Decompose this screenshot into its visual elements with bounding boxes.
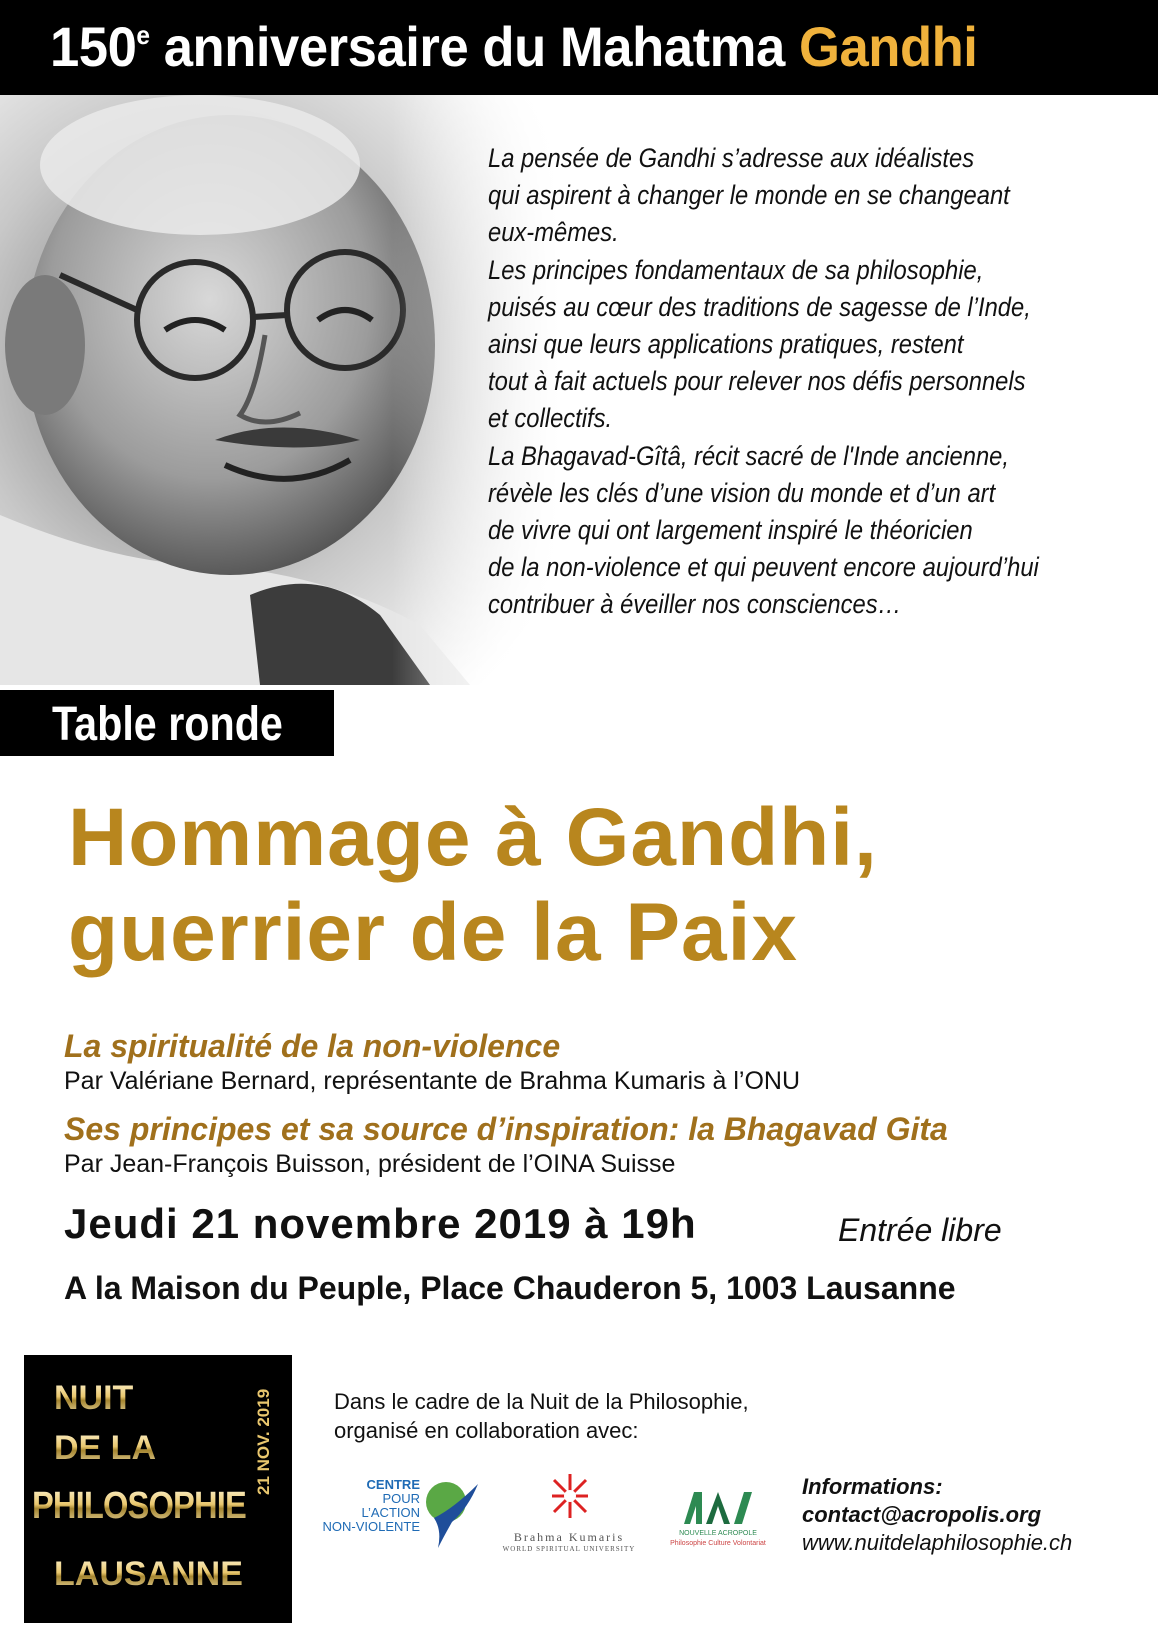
nuit-logo-word: PHILOSOPHIE [32,1485,246,1527]
intro-line: La Bhagavad-Gîtâ, récit sacré de l'Inde ancienne, [488,440,1009,471]
collaboration-note [334,1387,749,1445]
entry-note: Entrée libre [838,1212,1002,1248]
intro-line: et collectifs. [488,403,613,434]
collaboration-line: organisé en collaboration avec: [334,1418,639,1443]
intro-line: qui aspirent à changer le monde en se changeant [488,180,1010,211]
cpav-dove-icon [424,1478,484,1550]
header-title-accent: Gandhi [798,15,978,78]
headline-line-2: guerrier de la Paix [68,887,799,978]
headline-line-1: Hommage à Gandhi, [68,792,878,883]
intro-line: de la non-violence et qui peuvent encore aujourd’hui [488,552,1039,583]
brahma-kumaris-name: Brahma Kumaris [513,1530,625,1544]
event-type-label: Table ronde [52,698,283,751]
cpav-logo-text: CENTRE POUR L’ACTION NON-VIOLENTE [322,1477,420,1534]
website-link[interactable]: www.nuitdelaphilosophie.ch [802,1530,1073,1555]
event-place: A la Maison du Peuple, Place Chauderon 5, 1003 Lausanne [64,1270,956,1306]
sunburst-icon [550,1472,590,1520]
brahma-kumaris-sub: WORLD SPIRITUAL UNIVERSITY [502,1545,636,1553]
intro-line: Les principes fondamentaux de sa philosophie, [488,254,984,285]
info-label: Informations: [802,1474,943,1499]
intro-paragraph [488,140,1128,624]
na-name: NOUVELLE ACROPOLE [679,1530,757,1537]
headline [68,790,878,980]
intro-line: ainsi que leurs applications pratiques, restent [488,329,964,360]
gandhi-portrait [0,95,560,685]
event-type-tag [0,690,334,756]
nuit-philosophie-logo [24,1355,292,1623]
header-title: 150e anniversaire du Mahatma Gandhi [50,15,978,78]
brahma-kumaris-logo [494,1472,644,1562]
contact-email[interactable]: contact@acropolis.org [802,1502,1042,1527]
collaboration-line: Dans le cadre de la Nuit de la Philosophie, [334,1389,749,1414]
intro-line: contribuer à éveiller nos consciences… [488,589,902,620]
talk-speaker: Par Valériane Bernard, représentante de Brahma Kumaris à l’ONU [64,1067,800,1095]
cpav-logo [322,1478,490,1550]
talk-title: Ses principes et sa source d’inspiration: la Bhagavad Gita [64,1111,948,1147]
intro-line: de vivre qui ont largement inspiré le théoricien [488,515,973,546]
nouvelle-acropole-logo [668,1490,768,1560]
nuit-logo-date: 21 NOV. 2019 [254,1388,273,1495]
contact-info [802,1473,1072,1557]
intro-line: eux-mêmes. [488,217,619,248]
nuit-logo-word: DE LA [54,1429,156,1467]
intro-line: révèle les clés d’une vision du monde et d’un art [488,477,996,508]
na-tagline: Philosophie Culture Volontariat [670,1540,766,1547]
intro-line: puisés au cœur des traditions de sagesse de l’Inde, [488,291,1031,322]
talk-title: La spiritualité de la non-violence [64,1028,561,1064]
event-date: Jeudi 21 novembre 2019 à 19h [64,1200,697,1247]
nuit-logo-word: NUIT [54,1379,134,1417]
intro-line: tout à fait actuels pour relever nos défis personnels [488,366,1026,397]
intro-line: La pensée de Gandhi s’adresse aux idéalistes [488,143,975,173]
talk-speaker: Par Jean-François Buisson, président de l’OINA Suisse [64,1150,676,1178]
na-monogram-icon [680,1490,756,1526]
header-bar [0,0,1158,95]
nuit-logo-word: LAUSANNE [54,1555,243,1593]
